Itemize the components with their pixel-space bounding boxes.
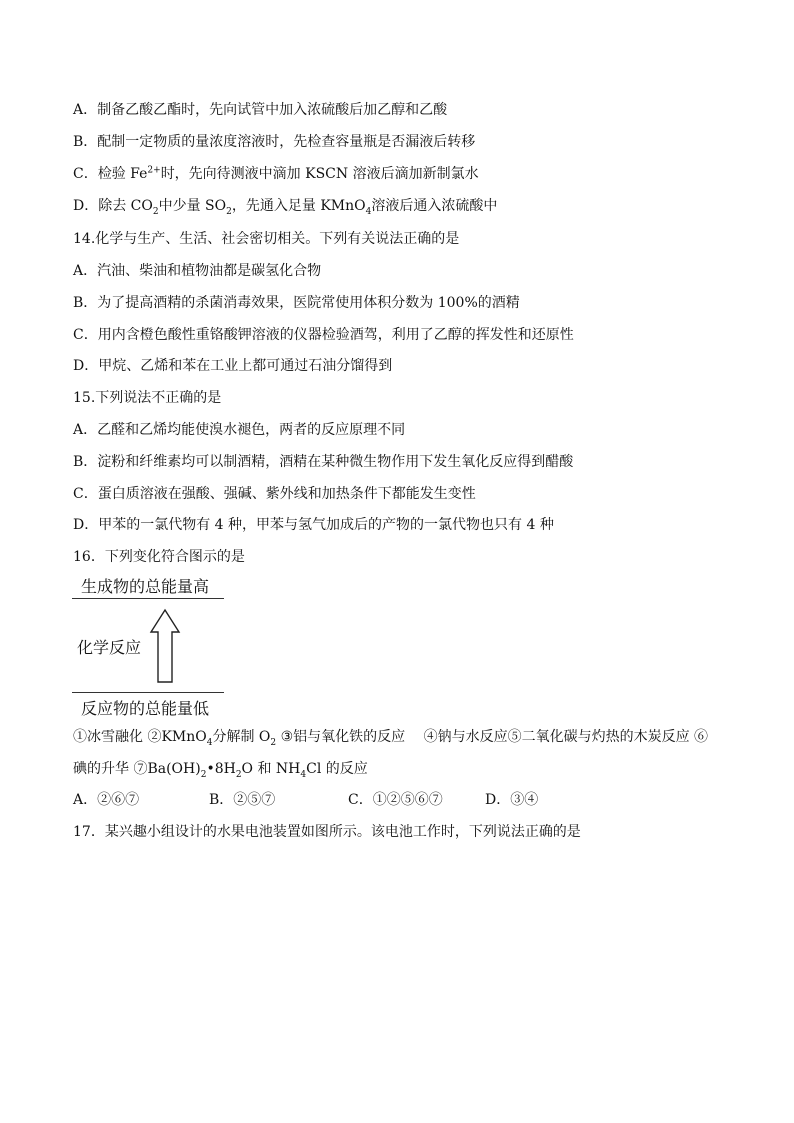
q14-stem: 14.化学与生产、生活、社会密切相关。下列有关说法正确的是: [73, 231, 460, 247]
q16-sub: 2: [200, 769, 207, 780]
q13-d-sub: 4: [365, 206, 372, 217]
q14-option-d: D．甲烷、乙烯和苯在工业上都可通过石油分馏得到: [73, 358, 393, 374]
q13-c-sup: 2+: [147, 165, 161, 176]
q13-d-sub: 2: [152, 206, 159, 217]
q13-option-b: B．配制一定物质的量浓度溶液时，先检查容量瓶是否漏液后转移: [73, 134, 476, 150]
diagram-bottom-label: 反应物的总能量低: [81, 699, 210, 718]
q14-option-c: C．用内含橙色酸性重铬酸钾溶液的仪器检验酒驾，利用了乙醇的挥发性和还原性: [73, 327, 574, 343]
q13-c-text-end: 时，先向待测液中滴加 KSCN 溶液后滴加新制氯水: [160, 166, 479, 182]
diagram-top-line: [72, 598, 224, 599]
q13-option-d: [73, 197, 497, 215]
q16-choice-a: A．②⑥⑦: [73, 792, 140, 808]
up-arrow-icon: [148, 608, 182, 684]
q16-item-text: ①冰雪融化 ②KMnO: [73, 729, 207, 745]
q15-option-b: B．淀粉和纤维素均可以制酒精，酒精在某种微生物作用下发生氧化反应得到醋酸: [73, 454, 574, 470]
q16-item-text: 分解制 O: [212, 729, 271, 745]
q13-d-text: 溶液后通入浓硫酸中: [371, 198, 498, 214]
q16-sub: 4: [300, 769, 307, 780]
q15-option-c: C．蛋白质溶液在强酸、强碱、紫外线和加热条件下都能发生变性: [73, 486, 476, 502]
q16-item-text: ③铝与氧化铁的反应 ④钠与水反应⑤二氧化碳与灼热的木炭反应 ⑥: [276, 729, 709, 745]
q17-stem: 17．某兴趣小组设计的水果电池装置如图所示。该电池工作时，下列说法正确的是: [73, 824, 581, 840]
q16-item-text: O 和 NH: [241, 761, 301, 777]
q16-sub: 2: [270, 737, 277, 748]
q13-d-text: 中少量 SO: [158, 198, 227, 214]
q13-option-a: A．制备乙酸乙酯时，先向试管中加入浓硫酸后加乙醇和乙酸: [73, 102, 448, 118]
q14-option-b: B．为了提高酒精的杀菌消毒效果，医院常使用体积分数为 100%的酒精: [73, 295, 520, 311]
q16-item-text: Cl 的反应: [306, 761, 368, 777]
q16-stem: 16．下列变化符合图示的是: [73, 549, 245, 565]
q15-stem: 15.下列说法不正确的是: [73, 390, 222, 406]
q13-d-sub: 2: [226, 206, 232, 217]
q16-item-text: •8H: [206, 761, 236, 777]
q16-choice-d: D．③④: [485, 792, 539, 808]
diagram-bottom-line: [72, 692, 224, 693]
q16-choices: [73, 791, 538, 809]
q15-option-a: A．乙醛和乙烯均能使溴水褪色，两者的反应原理不同: [73, 422, 406, 438]
q13-c-text: C．检验 Fe: [73, 166, 148, 182]
q13-d-text: ，先通入足量 KMnO: [231, 198, 366, 214]
q15-option-d: D．甲苯的一氯代物有 4 种，甲苯与氢气加成后的产物的一氯代物也只有 4 种: [73, 517, 554, 533]
q14-option-a: A．汽油、柴油和植物油都是碳氢化合物: [73, 263, 322, 279]
q16-items-line1: [73, 728, 708, 746]
q13-d-text: D．除去 CO: [73, 198, 153, 214]
diagram-side-label: 化学反应: [77, 638, 142, 657]
q16-item-text: 碘的升华 ⑦Ba(OH): [73, 761, 201, 777]
q16-sub: 2: [235, 769, 242, 780]
q13-option-c: [73, 165, 479, 183]
q16-sub: 4: [206, 737, 213, 748]
q16-items-line2: [73, 760, 368, 778]
q16-choice-b: B．②⑤⑦: [209, 792, 276, 808]
energy-diagram: [70, 568, 240, 718]
diagram-top-label: 生成物的总能量高: [81, 577, 210, 596]
q16-choice-c: C．①②⑤⑥⑦: [348, 792, 443, 808]
